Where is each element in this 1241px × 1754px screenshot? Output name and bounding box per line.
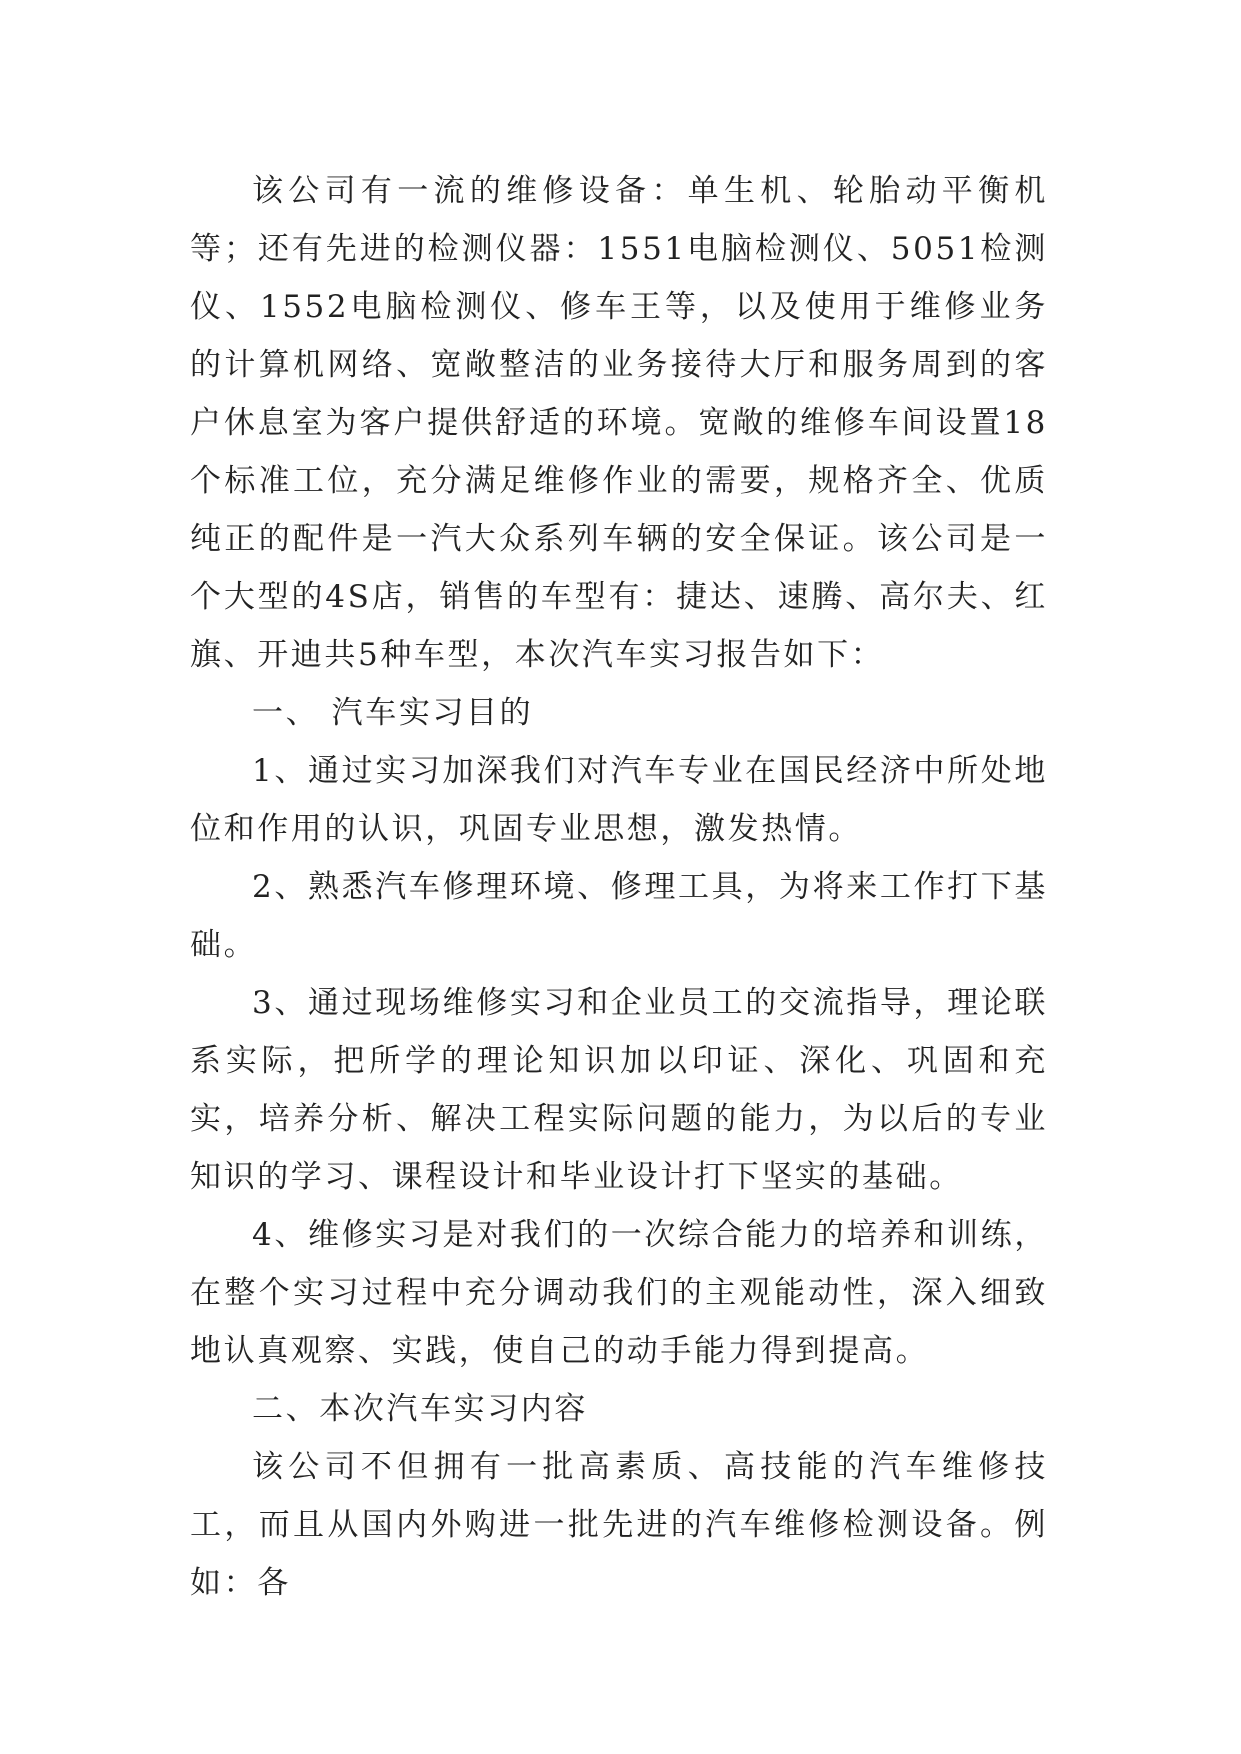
section-heading-content: 二、本次汽车实习内容 <box>252 1391 588 1427</box>
section-heading-purpose: 一、 汽车实习目的 <box>252 695 534 731</box>
document-body <box>190 162 1048 1612</box>
paragraph-purpose-2: 2、熟悉汽车修理环境、修理工具，为将来工作打下基础。 <box>190 869 1048 963</box>
paragraph-purpose-3: 3、通过现场维修实习和企业员工的交流指导，理论联系实际，把所学的理论知识加以印证、深化、巩固和充实，培养分析、解决工程实际问题的能力，为以后的专业知识的学习、课程设计和毕业设计打下坚实的基础。 <box>190 985 1048 1195</box>
paragraph-purpose-4: 4、维修实习是对我们的一次综合能力的培养和训练，在整个实习过程中充分调动我们的主观能动性，深入细致地认真观察、实践，使自己的动手能力得到提高。 <box>190 1217 1048 1369</box>
paragraph-purpose-1: 1、通过实习加深我们对汽车专业在国民经济中所处地位和作用的认识，巩固专业思想，激发热情。 <box>190 753 1048 847</box>
paragraph-content-1: 该公司不但拥有一批高素质、高技能的汽车维修技工，而且从国内外购进一批先进的汽车维修检测设备。例如：各 <box>190 1449 1048 1601</box>
paragraph-intro: 该公司有一流的维修设备：单生机、轮胎动平衡机等；还有先进的检测仪器：1551电脑检测仪、5051检测仪、1552电脑检测仪、修车王等，以及使用于维修业务的计算机网络、宽敞整洁的业务接待大厅和服务周到的客户休息室为客户提供舒适的环境。宽敞的维修车间设置18个标准工位，充分满足维修作业的需要，规格齐全、优质纯正的配件是一汽大众系列车辆的安全保证。该公司是一个大型的4S店，销售的车型有：捷达、速腾、高尔夫、红旗、开迪共5种车型，本次汽车实习报告如下： <box>190 173 1048 673</box>
